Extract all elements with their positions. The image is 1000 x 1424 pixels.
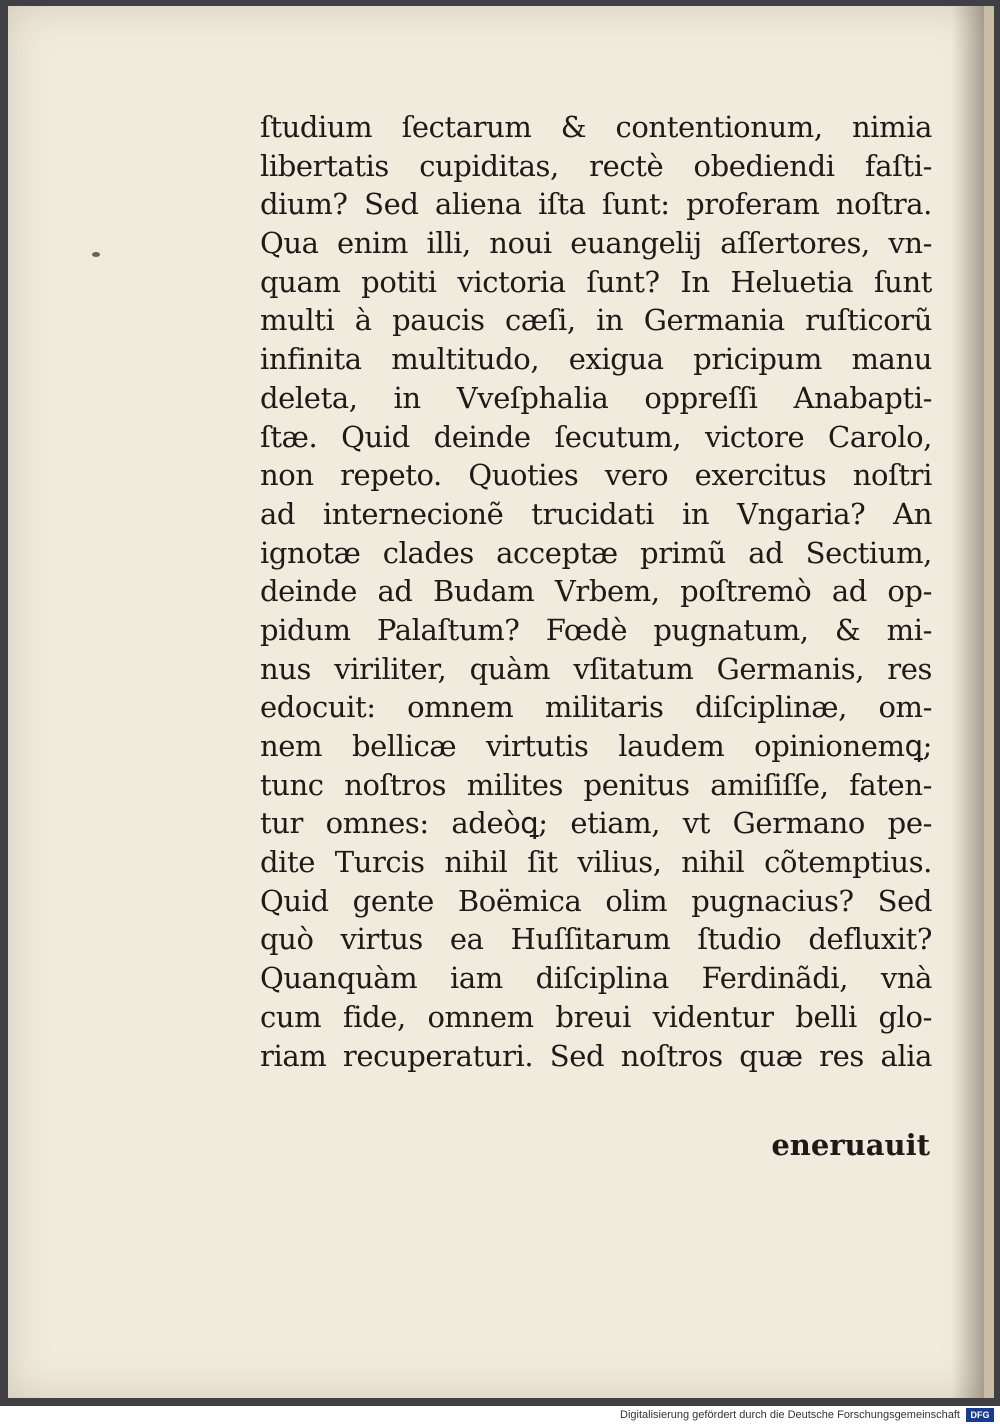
text-line: libertatis cupiditas, rectè obediendi faſti- — [260, 148, 932, 183]
text-line: dium? Sed aliena iſta ſunt: proferam noſtra. — [260, 187, 932, 222]
text-line: non repeto. Quoties vero exercitus noſtri — [260, 458, 932, 493]
margin-ink-spot — [92, 252, 100, 257]
text-line: tunc noſtros milites penitus amiſiſſe, faten- — [260, 767, 932, 802]
catchword: eneruauit — [771, 1128, 930, 1162]
text-line: quò virtus ea Huſſitarum ſtudio defluxit? — [260, 922, 932, 957]
text-line: cum fide, omnem breui videntur belli glo- — [260, 999, 932, 1034]
text-line: ſtæ. Quid deinde ſecutum, victore Carolo, — [260, 419, 932, 454]
text-line: nus viriliter, quàm vſitatum Germanis, res — [260, 651, 932, 686]
funding-credit: Digitalisierung gefördert durch die Deutsche Forschungsgemeinschaft — [620, 1409, 960, 1421]
text-line: tur omnes: adeòꝗ; etiam, vt Germano pe- — [260, 806, 932, 841]
text-line: deleta, in Vveſphalia oppreſſi Anabapti- — [260, 380, 932, 415]
text-line: ignotæ clades acceptæ primũ ad Sectium, — [260, 535, 932, 570]
text-line: pidum Palaſtum? Fœdè pugnatum, & mi- — [260, 612, 932, 647]
text-line: edocuit: omnem militaris diſciplinæ, om- — [260, 690, 932, 725]
page-edge — [984, 6, 994, 1398]
text-line: Qua enim illi, noui euangelij aſſertores, vn- — [260, 226, 932, 261]
text-line: ad internecionẽ trucidati in Vngaria? An — [260, 496, 932, 531]
body-text — [260, 108, 932, 1075]
text-line: quam potiti victoria ſunt? In Heluetia ſunt — [260, 264, 932, 299]
page-gutter-shadow — [952, 6, 984, 1398]
text-line: ſtudium ſectarum & contentionum, nimia — [260, 110, 932, 144]
text-line: Quanquàm iam diſciplina Ferdinãdi, vnà — [260, 961, 932, 996]
text-line: dite Turcis nihil ſit vilius, nihil cõtemptius. — [260, 845, 932, 880]
text-line: nem bellicæ virtutis laudem opinionemꝗ; — [260, 729, 932, 763]
text-line: Quid gente Boëmica olim pugnacius? Sed — [260, 883, 932, 918]
text-line: multi à paucis cæſi, in Germania ruſticorũ — [260, 303, 932, 338]
text-line: deinde ad Budam Vrbem, poſtremò ad op- — [260, 574, 932, 609]
text-line: infinita multitudo, exigua pricipum manu — [260, 342, 932, 377]
text-line: riam recuperaturi. Sed noſtros quæ res alia — [260, 1038, 932, 1073]
dfg-logo-icon: DFG — [966, 1408, 994, 1422]
